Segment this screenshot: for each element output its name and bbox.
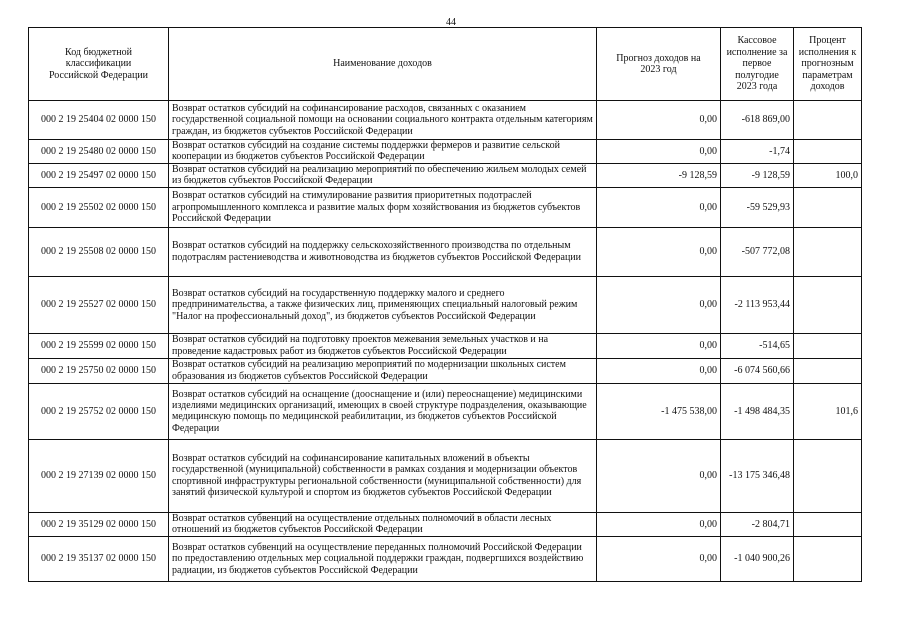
row-name: Возврат остатков субсидий на стимулирование развития приоритетных подотраслей агропромышленного комплекса и развитие малых форм хозяйствования из бюджетов субъектов Российской Федерации <box>169 187 597 227</box>
row-fact: -9 128,59 <box>721 163 794 187</box>
row-name: Возврат остатков субсидий на реализацию мероприятий по модернизации школьных систем образования из бюджетов субъектов Российской Федерации <box>169 358 597 383</box>
row-code: 000 2 19 25480 02 0000 150 <box>29 140 169 164</box>
row-fact: -1 498 484,35 <box>721 383 794 439</box>
table-body <box>29 101 862 582</box>
table-row <box>29 383 862 439</box>
header-pct: Процент исполнения к прогнозным параметрам доходов <box>794 28 862 101</box>
row-pct <box>794 512 862 536</box>
row-pct <box>794 187 862 227</box>
row-plan: 0,00 <box>597 276 721 333</box>
row-name: Возврат остатков субсидий на подготовку проектов межевания земельных участков и на проведение кадастровых работ из бюджетов субъектов Российской Федерации <box>169 333 597 358</box>
row-pct <box>794 358 862 383</box>
row-pct: 101,6 <box>794 383 862 439</box>
row-code: 000 2 19 25527 02 0000 150 <box>29 276 169 333</box>
table-row <box>29 163 862 187</box>
row-pct <box>794 140 862 164</box>
row-code: 000 2 19 25750 02 0000 150 <box>29 358 169 383</box>
table-row <box>29 512 862 536</box>
row-code: 000 2 19 25599 02 0000 150 <box>29 333 169 358</box>
row-plan: 0,00 <box>597 358 721 383</box>
row-fact: -2 804,71 <box>721 512 794 536</box>
row-code: 000 2 19 25502 02 0000 150 <box>29 187 169 227</box>
row-plan: -9 128,59 <box>597 163 721 187</box>
row-plan: 0,00 <box>597 101 721 140</box>
row-code: 000 2 19 35137 02 0000 150 <box>29 536 169 581</box>
table-row <box>29 101 862 140</box>
row-fact: -2 113 953,44 <box>721 276 794 333</box>
row-name: Возврат остатков субсидий на создание системы поддержки фермеров и развитие сельской кооперации из бюджетов субъектов Российской Федерации <box>169 140 597 164</box>
header-plan: Прогноз доходов на 2023 год <box>597 28 721 101</box>
row-pct <box>794 439 862 512</box>
row-code: 000 2 19 27139 02 0000 150 <box>29 439 169 512</box>
row-plan: 0,00 <box>597 140 721 164</box>
row-fact: -1,74 <box>721 140 794 164</box>
row-fact: -6 074 560,66 <box>721 358 794 383</box>
table-row <box>29 276 862 333</box>
table-header-row <box>29 28 862 101</box>
row-fact: -514,65 <box>721 333 794 358</box>
header-fact: Кассовое исполнение за первое полугодие 2023 года <box>721 28 794 101</box>
table-row <box>29 536 862 581</box>
row-code: 000 2 19 25404 02 0000 150 <box>29 101 169 140</box>
row-fact: -59 529,93 <box>721 187 794 227</box>
row-name: Возврат остатков субвенций на осуществление переданных полномочий Российской Федерации по предоставлению отдельных мер социальной поддержки граждан, подвергшихся воздействию радиации, из бюджетов субъектов Российской Федерации <box>169 536 597 581</box>
row-code: 000 2 19 25497 02 0000 150 <box>29 163 169 187</box>
row-pct <box>794 333 862 358</box>
row-pct <box>794 227 862 276</box>
row-name: Возврат остатков субсидий на поддержку сельскохозяйственного производства по отдельным подотраслям растениеводства и животноводства из бюджетов субъектов Российской Федерации <box>169 227 597 276</box>
table-row <box>29 358 862 383</box>
row-pct <box>794 536 862 581</box>
row-plan: 0,00 <box>597 333 721 358</box>
table-row <box>29 227 862 276</box>
row-name: Возврат остатков субсидий на реализацию мероприятий по обеспечению жильем молодых семей из бюджетов субъектов Российской Федерации <box>169 163 597 187</box>
row-name: Возврат остатков субвенций на осуществление отдельных полномочий в области лесных отношений из бюджетов субъектов Российской Федерации <box>169 512 597 536</box>
row-plan: 0,00 <box>597 439 721 512</box>
row-code: 000 2 19 25752 02 0000 150 <box>29 383 169 439</box>
row-name: Возврат остатков субсидий на софинансирование капитальных вложений в объекты государственной (муниципальной) собственности в рамках создания и модернизации объектов спортивной инфраструктуры региональной собственности (муниципальной собственности) для занятий физической культурой и спортом из бюджетов субъектов Российской Федерации <box>169 439 597 512</box>
row-pct: 100,0 <box>794 163 862 187</box>
row-name: Возврат остатков субсидий на государственную поддержку малого и среднего предпринимательства, а также физических лиц, применяющих специальный налоговый режим "Налог на профессиональный доход", из бюджетов субъектов Российской Федерации <box>169 276 597 333</box>
row-code: 000 2 19 25508 02 0000 150 <box>29 227 169 276</box>
row-pct <box>794 101 862 140</box>
page-number: 44 <box>446 17 456 28</box>
row-pct <box>794 276 862 333</box>
row-plan: 0,00 <box>597 512 721 536</box>
table-row <box>29 187 862 227</box>
table-row <box>29 333 862 358</box>
header-name: Наименование доходов <box>169 28 597 101</box>
row-name: Возврат остатков субсидий на оснащение (дооснащение и (или) переоснащение) медицинскими изделиями медицинских организаций, имеющих в своей структуре подразделения, оказывающие медицинскую помощь по медицинской реабилитации, из бюджетов субъектов Российской Федерации <box>169 383 597 439</box>
row-fact: -13 175 346,48 <box>721 439 794 512</box>
row-fact: -1 040 900,26 <box>721 536 794 581</box>
row-plan: -1 475 538,00 <box>597 383 721 439</box>
row-plan: 0,00 <box>597 227 721 276</box>
row-code: 000 2 19 35129 02 0000 150 <box>29 512 169 536</box>
table-row <box>29 140 862 164</box>
row-plan: 0,00 <box>597 187 721 227</box>
row-plan: 0,00 <box>597 536 721 581</box>
table-row <box>29 439 862 512</box>
row-name: Возврат остатков субсидий на софинансирование расходов, связанных с оказанием государственной социальной помощи на основании социального контракта отдельным категориям граждан, из бюджетов субъектов Российской Федерации <box>169 101 597 140</box>
row-fact: -507 772,08 <box>721 227 794 276</box>
header-code: Код бюджетной классификации Российской Федерации <box>29 28 169 101</box>
row-fact: -618 869,00 <box>721 101 794 140</box>
revenue-table <box>28 27 862 582</box>
